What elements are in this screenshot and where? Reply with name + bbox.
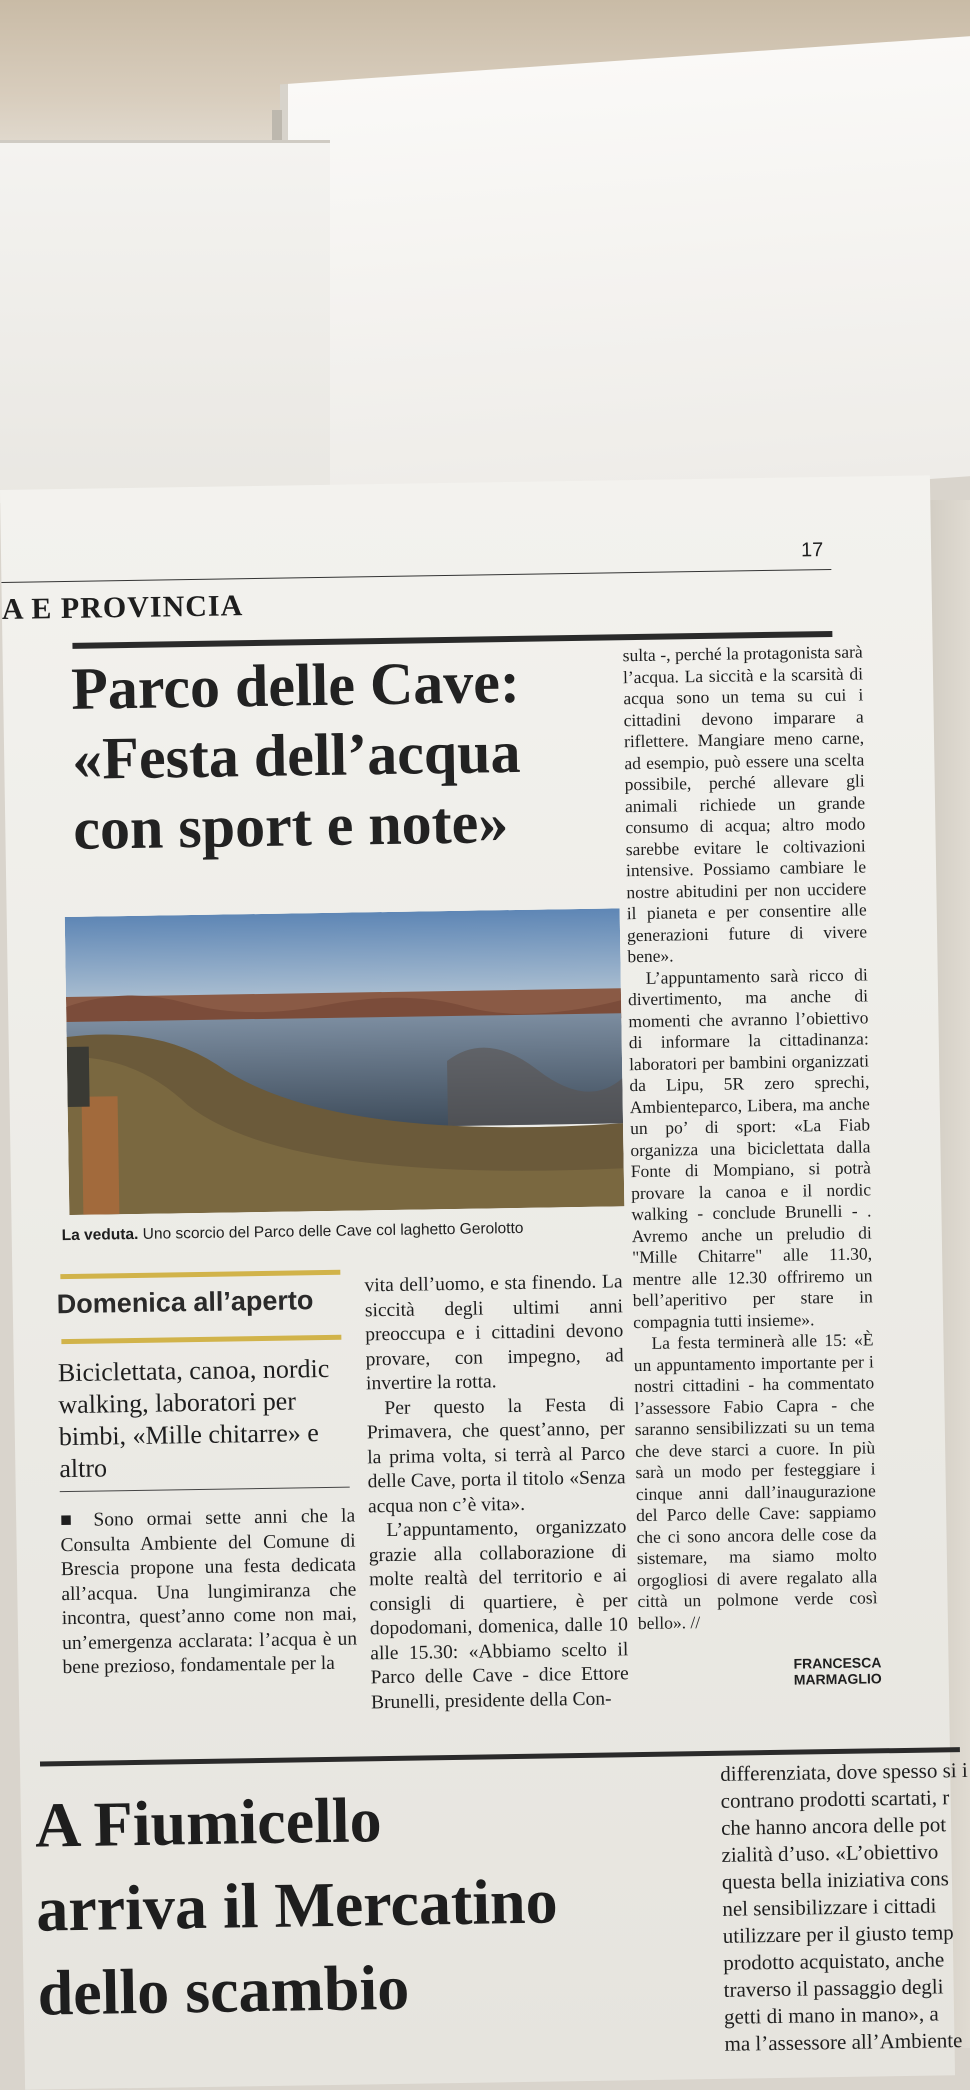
- paragraph: ■ Sono ormai sette anni che la Consulta Ambiente del Comune di Brescia propone una festa dedicata all’acqua. Una lungimiranza che incontra, quest’anno come non mai, un’emergenza acclarata: l’acqua è un bene prezioso, fondamentale per la: [60, 1505, 358, 1679]
- white-box-right: [280, 36, 970, 525]
- text-line: prodotto acquistato, anche: [723, 1947, 945, 1975]
- text-line: differenziata, dove spesso si i: [720, 1757, 968, 1786]
- box-text: Biciclettata, canoa, nordic walking, laboratori per bimbi, «Mille chitarre» e altro: [57, 1353, 330, 1484]
- article-column-3: [623, 641, 879, 1634]
- text-line: utilizzare per il giusto temp: [722, 1920, 954, 1948]
- text-line: getti di mano in mano», a: [723, 2001, 939, 2029]
- top-rule: [1, 569, 831, 583]
- article-column-1: [60, 1505, 358, 1681]
- paragraph: sulta -, perché la protagonista sarà l’acqua. La siccità e la scarsità di acqua sono un tema su cui i cittadini devono imparare a riflettere. Mangiare meno carne, ad esempio, può essere una scelta possibile, perché allevare gli animali richiede un grande consumo di acqua; altro modo sarebbe evitare le coltivazioni intensive. Possiamo cambiare le nostre abitudini per non uccidere il pianeta e per consentire alle generazioni future di vivere bene».: [622, 641, 868, 967]
- caption-text: Uno scorcio del Parco delle Cave col laghetto Gerolotto: [142, 1219, 524, 1243]
- headline-line: Parco delle Cave:: [70, 648, 521, 722]
- article-column-2: [364, 1270, 629, 1715]
- newspaper-page: [0, 475, 968, 2089]
- box-rule-top: [60, 1270, 340, 1279]
- second-article-column: [720, 1757, 970, 2058]
- text-line: questa bella iniziativa cons: [721, 1866, 949, 1894]
- paragraph: La festa terminerà alle 15: «È un appuntamento importante per i nostri cittadini - ha commentato l’assessore Fabio Capra - che saranno sensibilizzati su un tema che deve starci a cuore. In più sarà un modo per festeggiare i cinque anni dall’inaugurazione del Parco delle Cave: sappiamo che ci sono ancora delle cose da sistemare, ma siamo molto orgogliosi di avere regalato alla città un polmone verde così bello». //: [633, 1329, 878, 1633]
- headline: [71, 646, 594, 864]
- white-box-left: [0, 140, 330, 503]
- box-rule-bottom: [61, 1335, 341, 1344]
- headline-line: arriva il Mercatino: [35, 1865, 559, 1945]
- box-title: Domenica all’aperto: [56, 1285, 314, 1320]
- caption-lead: La veduta.: [61, 1225, 139, 1245]
- second-headline: [34, 1774, 678, 2036]
- page-number: 17: [800, 539, 824, 562]
- photo-caption: [62, 1218, 642, 1245]
- paragraph: L’appuntamento sarà ricco di divertimento, ma anche di momenti che avranno l’obiettivo di informare la cittadinanza: laboratori per bambini organizzati da Lipu, 5R zero sprechi, Ambienteparco, Libera, ma anche un po’ di sport: «La Fiab organizza una biciclettata dalla Fonte di Mompiano, si potrà provare la canoa e il nordic walking - conclude Brunelli - . Avremo anche un preludio di "Mille Chitarre" alle 11.30, mentre alle 12.30 offriremo un bell’aperitivo per stare in compagnia tutti insieme».: [627, 963, 873, 1332]
- paragraph: Per questo la Festa di Primavera, che quest’anno, per la prima volta, si terrà al Parco delle Cave, porta il titolo «Senza acqua non c’è vita».: [366, 1393, 626, 1517]
- lake-photo: [65, 908, 625, 1215]
- text-line: nel sensibilizzare i cittadi: [722, 1893, 937, 1921]
- byline: FRANCESCA MARMAGLIO: [793, 1654, 882, 1688]
- text-line: che hanno ancora delle pot: [720, 1812, 947, 1840]
- text-line: contrano prodotti scartati, r: [720, 1785, 950, 1813]
- headline-line: A Fiumicello: [34, 1784, 383, 1861]
- text-line: ma l’assessore all’Ambiente: [724, 2028, 963, 2056]
- paragraph: L’appuntamento, organizzato grazie alla collaborazione di molte realtà del territorio e ai consigli di quartiere, è per dopodomani, domenica, dalle 10 alle 15.30: «Abbiamo scelto il Parco delle Cave - dice Ettore Brunelli, presidente della Con-: [368, 1516, 629, 1713]
- headline-line: «Festa dell’acqua: [71, 718, 522, 792]
- headline-line: con sport e note»: [72, 789, 509, 862]
- paragraph: vita dell’uomo, e sta finendo. La siccità degli ultimi anni preoccupa e i cittadini devono provare, con impegno, ad invertire la rotta.: [364, 1271, 624, 1395]
- text-line: traverso il passaggio degli: [723, 1974, 944, 2002]
- headline-line: dello scambio: [37, 1951, 410, 2029]
- box-underline: [60, 1487, 350, 1493]
- text-line: zialità d’uso. «L’obiettivo: [721, 1839, 939, 1867]
- section-label: A E PROVINCIA: [1, 589, 244, 626]
